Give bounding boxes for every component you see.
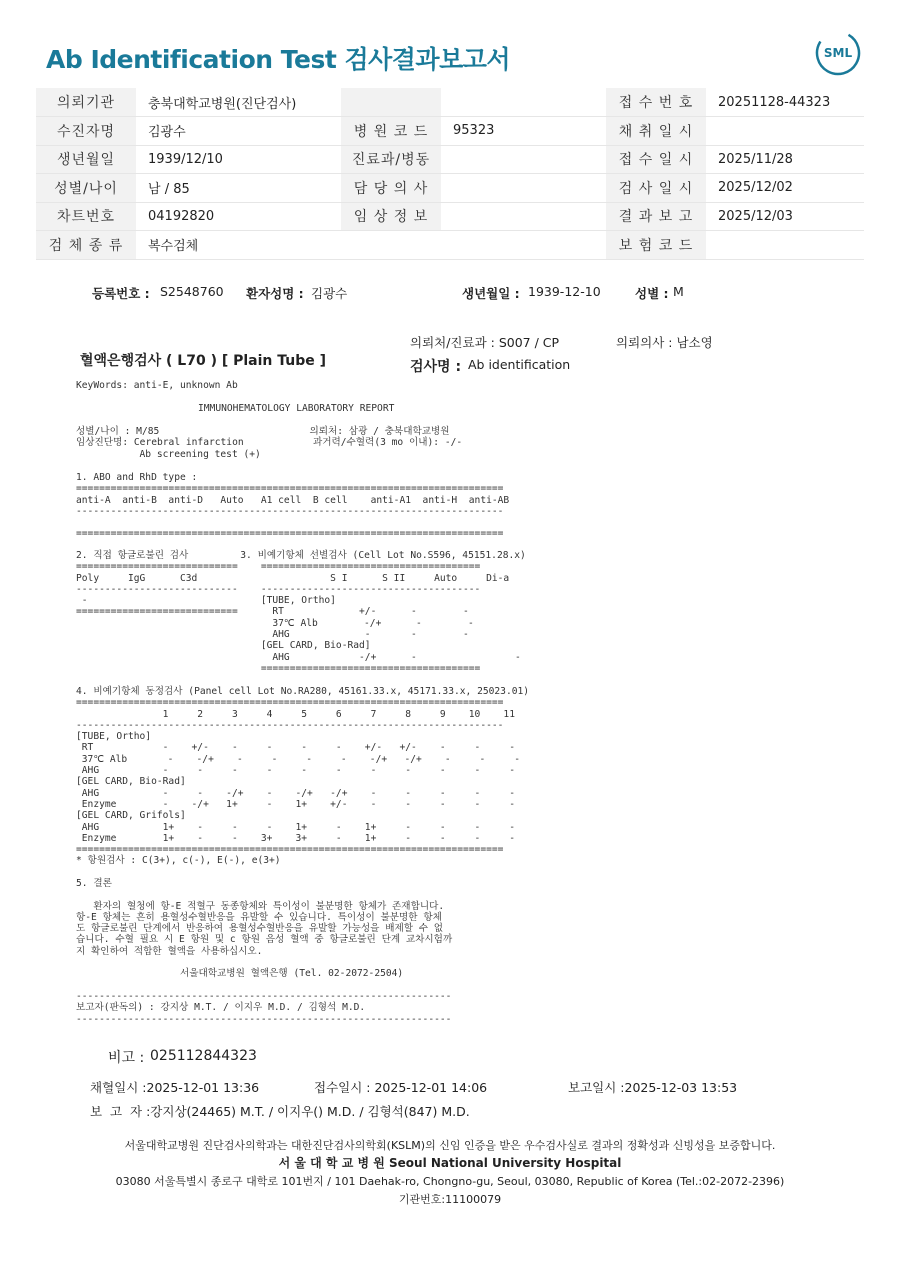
info-value: 2025/11/28	[706, 145, 864, 174]
info-label: 의뢰기관	[36, 88, 136, 117]
info-value	[706, 231, 864, 260]
panel-block: 4. 비예기항체 동정검사 (Panel cell Lot No.RA280, 45161.33.x, 45171.33.x, 25023.01) ========================================================================== 1 2 3 4 5 6 7 8 9 10 11 -------------------------------------------------------------------------- [TUBE, Ortho] RT - +/- - - - - +/- +/- - - - 37℃ Alb - -/+ - - - - -/+ -/+ - - - AHG - - - - - - - - - - - [GEL CARD, Bio-Rad] AHG - - -/+ - -/+ -/+ - - - - - Enzyme - -/+ 1+ - 1+ +/- - - - - - [GEL CARD, Grifols] AHG 1+ - - - 1+ - 1+ - - - - Enzyme 1+ - - 3+ 3+ - 1+ - - - - ========================================================================== * 항원검사 : C(3+), c(-), E(-), e(3+)	[76, 686, 530, 867]
test-name-label: 검사명 :	[410, 359, 462, 375]
info-label: 보 험 코 드	[606, 231, 706, 260]
info-label	[341, 231, 441, 260]
sml-logo-icon	[815, 30, 861, 76]
info-label: 검 체 종 류	[36, 231, 136, 260]
info-value: 1939/12/10	[136, 145, 341, 174]
info-row	[36, 231, 864, 260]
abo-block: 1. ABO and RhD type : ========================================================================== anti-A anti-B anti-D Auto A1 cell B cell anti-A1 anti-H anti-AB -------------------------------------------------------------------------- ==========================================================================	[76, 472, 510, 540]
info-row	[36, 202, 864, 231]
patient-info-table	[36, 88, 864, 260]
info-label: 결 과 보 고	[606, 202, 706, 231]
report-time: 보고일시 :2025-12-03 13:53	[568, 1080, 738, 1095]
report-title: Ab Identification Test 검사결과보고서	[46, 45, 511, 74]
dob-label: 생년월일 :	[462, 286, 520, 301]
info-value	[441, 202, 606, 231]
info-value: 김광수	[136, 117, 341, 146]
info-value: 95323	[441, 117, 606, 146]
info-row	[36, 117, 864, 146]
info-label: 접 수 번 호	[606, 88, 706, 117]
info-value: 복수검체	[136, 231, 341, 260]
info-label: 병 원 코 드	[341, 117, 441, 146]
reg-label: 등록번호 :	[92, 286, 150, 301]
info-label: 성별/나이	[36, 174, 136, 203]
info-label: 생년월일	[36, 145, 136, 174]
doctor-info: 의뢰의사 : 남소영	[616, 335, 713, 350]
lab-report-title: IMMUNOHEMATOLOGY LABORATORY REPORT	[198, 403, 395, 414]
info-row	[36, 174, 864, 203]
info-value	[441, 88, 606, 117]
name-value: 김광수	[311, 286, 348, 301]
info-value: 2025/12/03	[706, 202, 864, 231]
remark-label: 비고 :	[108, 1050, 145, 1066]
info-label: 수진자명	[36, 117, 136, 146]
patient-block: 성별/나이 : M/85 의뢰처: 삼광 / 충북대학교병원 임상진단명: Cerebral infarction 과거력/수혈력(3 mo 이내): -/- Ab screening test (+)	[76, 426, 463, 460]
institution-number: 기관번호:11100079	[398, 1193, 502, 1206]
info-label: 접 수 일 시	[606, 145, 706, 174]
dat-screen-block: 2. 직접 항글로불린 검사 3. 비예기항체 선별검사 (Cell Lot No.S596, 45151.28.x) ============================ ====================================== Poly IgG C3d S I S II Auto Di-a ---------------------------- -------------------------------------- - [TUBE, Ortho] ============================ RT +/- - - 37℃ Alb -/+ - - AHG - - - [GEL CARD, Bio-Rad] AHG -/+ - - ======================================	[76, 550, 526, 674]
info-value	[441, 145, 606, 174]
dept-info: 의뢰처/진료과 : S007 / CP	[410, 335, 560, 350]
info-row	[36, 88, 864, 117]
info-label	[341, 88, 441, 117]
info-label: 채 취 일 시	[606, 117, 706, 146]
hospital-name: 서 울 대 학 교 병 원 Seoul National University Hospital	[278, 1156, 622, 1170]
test-name-value: Ab identification	[468, 357, 571, 372]
reporter: 보 고 자 :강지상(24465) M.T. / 이지우() M.D. / 김형석(847) M.D.	[90, 1104, 470, 1119]
receive-time: 접수일시 : 2025-12-01 14:06	[314, 1080, 488, 1095]
info-value: 충북대학교병원(진단검사)	[136, 88, 341, 117]
reg-value: S2548760	[160, 284, 224, 299]
info-value	[706, 117, 864, 146]
info-label: 임 상 정 보	[341, 202, 441, 231]
info-label: 담 당 의 사	[341, 174, 441, 203]
name-label: 환자성명 :	[246, 286, 304, 301]
info-label: 차트번호	[36, 202, 136, 231]
info-label: 진료과/병동	[341, 145, 441, 174]
info-value	[441, 174, 606, 203]
dob-value: 1939-12-10	[528, 284, 601, 299]
conclusion-block: 5. 결론 환자의 혈청에 항-E 적혈구 동종항체와 특이성이 불분명한 항체가 존재합니다. 항-E 항체는 흔히 용혈성수혈반응을 유발할 수 있습니다. 특이성이 불분명한 항체 도 항글로불린 단계에서 반응하여 용혈성수혈반응을 유발할 가능성을 배제할 수 없 습니다. 수혈 필요 시 E 항원 및 c 항원 음성 혈액 중 항글로불린 단계 교차시험까 지 확인하여 적합한 혈액을 사용하십시오. 서울대학교병원 혈액은행 (Tel. 02-2072-2504) ----------------------------------------------------------------- 보고자(판독의) : 강지상 M.T. / 이지우 M.D. / 김형석 M.D. -----------------------------------------------------------------	[76, 878, 453, 1025]
collect-time: 채혈일시 :2025-12-01 13:36	[90, 1080, 260, 1095]
info-value: 2025/12/02	[706, 174, 864, 203]
remark-value: 025112844323	[150, 1048, 257, 1064]
info-value: 04192820	[136, 202, 341, 231]
hospital-address: 03080 서울특별시 종로구 대학로 101번지 / 101 Daehak-ro, Chongno-gu, Seoul, 03080, Republic of Korea (Tel.:02-2072-2396)	[115, 1175, 785, 1188]
test-title: 혈액은행검사 ( L70 ) [ Plain Tube ]	[80, 353, 327, 369]
info-value: 20251128-44323	[706, 88, 864, 117]
sex-value: M	[673, 284, 684, 299]
info-value: 남 / 85	[136, 174, 341, 203]
info-row	[36, 145, 864, 174]
info-value	[441, 231, 606, 260]
sex-label: 성별 :	[635, 286, 669, 301]
keywords: KeyWords: anti-E, unknown Ab	[76, 380, 238, 391]
logo-text: SML	[823, 46, 853, 60]
info-label: 검 사 일 시	[606, 174, 706, 203]
certification-note: 서울대학교병원 진단검사의학과는 대한진단검사의학회(KSLM)의 신임 인증을 받은 우수검사실로 결과의 정확성과 신빙성을 보증합니다.	[124, 1139, 776, 1152]
